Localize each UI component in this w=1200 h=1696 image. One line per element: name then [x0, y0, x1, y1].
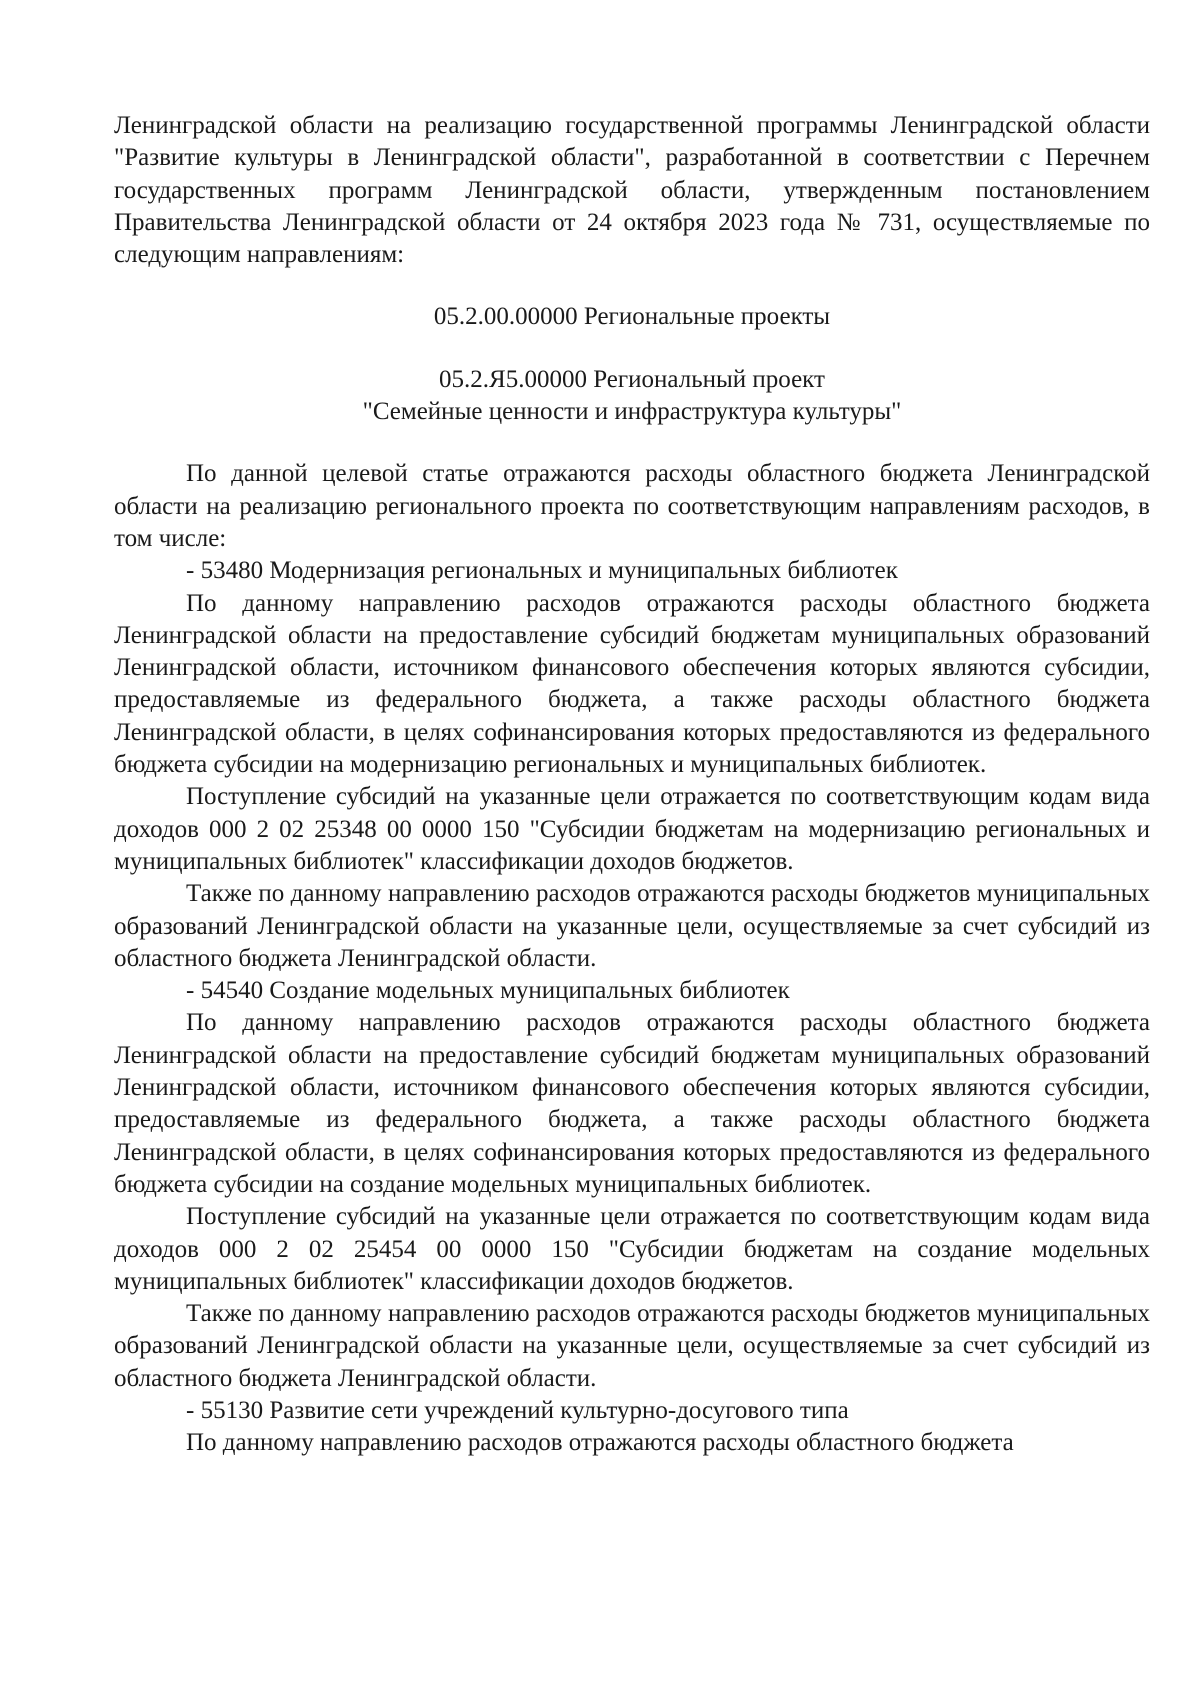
paragraph-54540-description: По данному направлению расходов отражаются расходы областного бюджета Ленинградской области на предоставление субсидий бюджетам муниципальных образований Ленинградской области, источником финансового обеспечения которых являются субсидии, предоставляемые из федерального бюджета, а также расходы областного бюджета Ленинградской области, в целях софинансирования которых предоставляются из федерального бюджета субсидии на создание модельных муниципальных библиотек.	[114, 1009, 1150, 1198]
paragraph-53480-municipal: Также по данному направлению расходов отражаются расходы бюджетов муниципальных образований Ленинградской области на указанные цели, осуществляемые за счет субсидий из областного бюджета Ленинградской области.	[114, 880, 1150, 972]
intro-paragraph: Ленинградской области на реализацию государственной программы Ленинградской области "Развитие культуры в Ленинградской области", разработанной в соответствии с Перечнем государственных программ Ленинградской области, утвержденным постановлением Правительства Ленинградской области от 24 октября 2023 года № 731, осуществляемые по следующим направлениям:	[114, 112, 1150, 269]
heading-regional-project	[114, 364, 1150, 429]
paragraph-53480-income-codes: Поступление субсидий на указанные цели отражается по соответствующим кодам вида доходов 000 2 02 25348 00 0000 150 "Субсидии бюджетам на модернизацию региональных и муниципальных библиотек" классификации доходов бюджетов.	[114, 783, 1150, 875]
paragraph-55130-description: По данному направлению расходов отражаются расходы областного бюджета	[186, 1429, 1014, 1457]
paragraph-53480-description: По данному направлению расходов отражаются расходы областного бюджета Ленинградской области на предоставление субсидий бюджетам муниципальных образований Ленинградской области, источником финансового обеспечения которых являются субсидии, предоставляемые из федерального бюджета, а также расходы областного бюджета Ленинградской области, в целях софинансирования которых предоставляются из федерального бюджета субсидии на модернизацию региональных и муниципальных библиотек.	[114, 589, 1150, 779]
document-page	[114, 110, 1150, 1460]
target-article-paragraph: По данной целевой статье отражаются расходы областного бюджета Ленинградской области на реализацию регионального проекта по соответствующим направлениям расходов, в том числе:	[114, 460, 1150, 552]
heading-project-code: 05.2.Я5.00000 Региональный проект	[439, 365, 825, 393]
heading-project-title: "Семейные ценности и инфраструктура культуры"	[362, 398, 902, 426]
paragraph-54540-income-codes: Поступление субсидий на указанные цели отражается по соответствующим кодам вида доходов 000 2 02 25454 00 0000 150 "Субсидии бюджетам на создание модельных муниципальных библиотек" классификации доходов бюджетов.	[114, 1203, 1150, 1295]
list-item-55130: - 55130 Развитие сети учреждений культурно-досугового типа	[186, 1396, 849, 1424]
list-item-54540: - 54540 Создание модельных муниципальных библиотек	[186, 977, 790, 1005]
list-item-53480: - 53480 Модернизация региональных и муниципальных библиотек	[186, 557, 898, 585]
heading-regional-projects: 05.2.00.00000 Региональные проекты	[433, 303, 831, 331]
paragraph-54540-municipal: Также по данному направлению расходов отражаются расходы бюджетов муниципальных образований Ленинградской области на указанные цели, осуществляемые за счет субсидий из областного бюджета Ленинградской области.	[114, 1300, 1150, 1392]
